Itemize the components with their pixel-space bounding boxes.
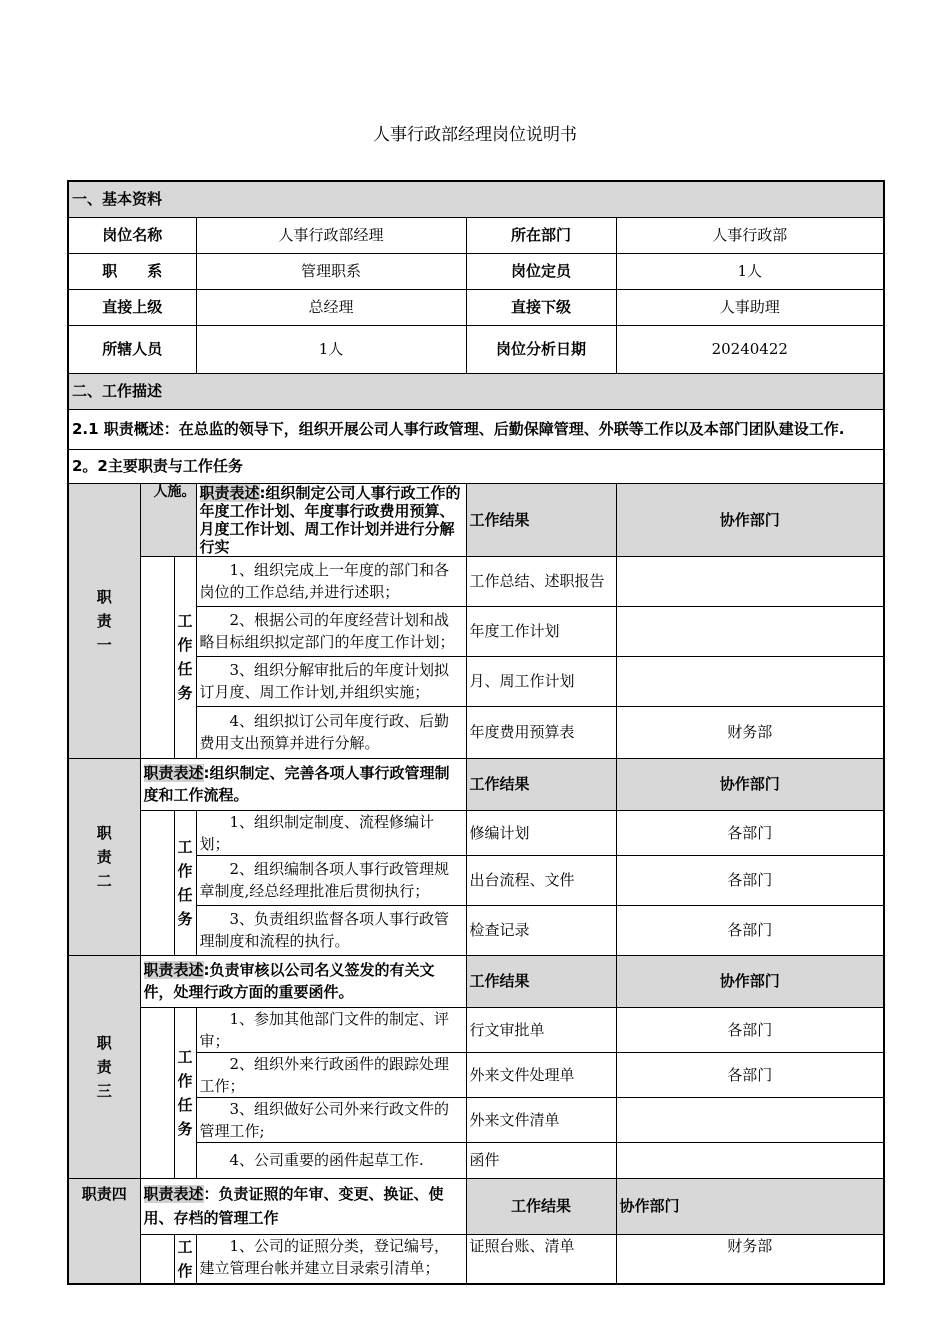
task-text: 3、组织分解审批后的年度计划拟订月度、周工作计划,并组织实施； — [196, 656, 466, 706]
duty-1-label: 职 责 一 — [68, 483, 140, 758]
label-direct-subordinate: 直接下级 — [466, 289, 616, 325]
task-coop: 各部门 — [616, 1007, 884, 1052]
value-headcount: 1人 — [616, 253, 884, 289]
task-text: 3、组织做好公司外来行政文件的管理工作; — [196, 1097, 466, 1142]
task-result: 工作总结、述职报告 — [466, 556, 616, 606]
duty-3-label: 职 责 三 — [68, 955, 140, 1178]
duty-desc-text: :组织制定公司人事行政工作的年度工作计划、年度事行政费用预算、月度工作计划、周工作计划并进行分解行实 — [199, 483, 461, 556]
value-analysis-date: 20240422 — [616, 325, 884, 373]
task-row — [68, 556, 884, 606]
label-position-name: 岗位名称 — [68, 217, 196, 253]
task-result: 出台流程、文件 — [466, 855, 616, 905]
main-duties-heading: 2。2主要职责与工作任务 — [68, 449, 884, 483]
task-coop: 财务部 — [616, 1234, 884, 1284]
duty-header-row — [68, 1178, 884, 1234]
duty-4-label: 职责四 — [68, 1178, 140, 1284]
task-row — [68, 1007, 884, 1052]
duty-desc-text: :组织制定、完善各项人事行政管理制度和工作流程。 — [143, 764, 450, 804]
coop-header: 协作部门 — [616, 483, 884, 556]
label-job-family: 职 系 — [68, 253, 196, 289]
label-direct-superior: 直接上级 — [68, 289, 196, 325]
task-coop — [616, 606, 884, 656]
value-department: 人事行政部 — [616, 217, 884, 253]
task-text: 1、公司的证照分类，登记编号，建立管理台帐并建立目录索引清单； — [196, 1234, 466, 1284]
value-direct-superior: 总经理 — [196, 289, 466, 325]
duty-3-task-label: 工 作 任 务 — [174, 1007, 196, 1178]
duty-4-task-label: 工 作 — [174, 1234, 196, 1284]
task-text: 4、组织拟订公司年度行政、后勤费用支出预算并进行分解。 — [196, 706, 466, 758]
basic-info-row — [68, 253, 884, 289]
job-description-table — [67, 180, 885, 1285]
duty-1-task-label: 工 作 任 务 — [174, 556, 196, 758]
value-direct-subordinate: 人事助理 — [616, 289, 884, 325]
task-result: 检查记录 — [466, 905, 616, 955]
duty-1-task-spacer — [140, 556, 174, 758]
duty-3-description — [140, 955, 466, 1007]
basic-info-row — [68, 217, 884, 253]
value-job-family: 管理职系 — [196, 253, 466, 289]
duty-4-task-spacer — [140, 1234, 174, 1284]
task-result: 年度费用预算表 — [466, 706, 616, 758]
task-coop: 各部门 — [616, 810, 884, 855]
task-coop — [616, 556, 884, 606]
duty-desc-text: :负责审核以公司名义签发的有关文件，处理行政方面的重要函件。 — [143, 961, 435, 1001]
task-result: 外来文件清单 — [466, 1097, 616, 1142]
task-text: 3、负责组织监督各项人事行政管理制度和流程的执行。 — [196, 905, 466, 955]
task-text: 2、根据公司的年度经营计划和战略目标组织拟定部门的年度工作计划； — [196, 606, 466, 656]
task-text: 1、组织制定制度、流程修编计划； — [196, 810, 466, 855]
task-coop: 各部门 — [616, 855, 884, 905]
duty-desc-label: 职责表述 — [143, 961, 204, 979]
task-row — [68, 810, 884, 855]
task-text: 1、组织完成上一年度的部门和各岗位的工作总结,并进行述职； — [196, 556, 466, 606]
duty-desc-label: 职责表述 — [143, 1185, 204, 1203]
result-header: 工作结果 — [466, 1178, 616, 1234]
task-result: 证照台账、清单 — [466, 1234, 616, 1284]
value-staff: 1人 — [196, 325, 466, 373]
task-row — [68, 1234, 884, 1284]
result-header: 工作结果 — [466, 955, 616, 1007]
result-header: 工作结果 — [466, 483, 616, 556]
duty-desc-text: ：负责证照的年审、变更、换证、使用、存档的管理工作 — [143, 1185, 444, 1227]
label-staff: 所辖人员 — [68, 325, 196, 373]
task-coop: 财务部 — [616, 706, 884, 758]
task-result: 修编计划 — [466, 810, 616, 855]
task-result: 行文审批单 — [466, 1007, 616, 1052]
task-text: 2、组织外来行政函件的跟踪处理工作； — [196, 1052, 466, 1097]
duty-2-description — [140, 758, 466, 810]
coop-header: 协作部门 — [616, 1178, 884, 1234]
duty-1-description — [196, 483, 466, 556]
task-text: 4、公司重要的函件起草工作. — [196, 1142, 466, 1178]
duty-4-description — [140, 1178, 466, 1234]
label-analysis-date: 岗位分析日期 — [466, 325, 616, 373]
task-result: 年度工作计划 — [466, 606, 616, 656]
duty-desc-label: 职责表述 — [143, 764, 204, 782]
basic-info-row — [68, 289, 884, 325]
task-text: 1、参加其他部门文件的制定、评审； — [196, 1007, 466, 1052]
task-coop — [616, 1097, 884, 1142]
coop-header: 协作部门 — [616, 955, 884, 1007]
result-header: 工作结果 — [466, 758, 616, 810]
task-text: 2、组织编制各项人事行政管理规章制度,经总经理批准后贯彻执行； — [196, 855, 466, 905]
coop-header: 协作部门 — [616, 758, 884, 810]
duty-summary: 2.1 职责概述：在总监的领导下，组织开展公司人事行政管理、后勤保障管理、外联等工作以及本部门团队建设工作. — [68, 409, 884, 449]
duty-header-row — [68, 483, 884, 556]
section-work-description-heading: 二、工作描述 — [68, 373, 884, 409]
duty-header-row — [68, 955, 884, 1007]
duty-2-label: 职 责 二 — [68, 758, 140, 955]
duty-1-side-note: 人施。 — [140, 483, 196, 556]
task-coop — [616, 656, 884, 706]
duty-2-task-label: 工 作 任 务 — [174, 810, 196, 955]
label-department: 所在部门 — [466, 217, 616, 253]
task-result: 函件 — [466, 1142, 616, 1178]
task-coop — [616, 1142, 884, 1178]
task-result: 月、周工作计划 — [466, 656, 616, 706]
duty-3-task-spacer — [140, 1007, 174, 1178]
basic-info-row — [68, 325, 884, 373]
duty-2-task-spacer — [140, 810, 174, 955]
task-coop: 各部门 — [616, 1052, 884, 1097]
section-basic-info-heading: 一、基本资料 — [68, 181, 884, 217]
task-coop: 各部门 — [616, 905, 884, 955]
duty-header-row — [68, 758, 884, 810]
task-result: 外来文件处理单 — [466, 1052, 616, 1097]
label-headcount: 岗位定员 — [466, 253, 616, 289]
document-title: 人事行政部经理岗位说明书 — [373, 125, 577, 145]
duty-desc-label: 职责表述 — [199, 483, 260, 502]
value-position-name: 人事行政部经理 — [196, 217, 466, 253]
